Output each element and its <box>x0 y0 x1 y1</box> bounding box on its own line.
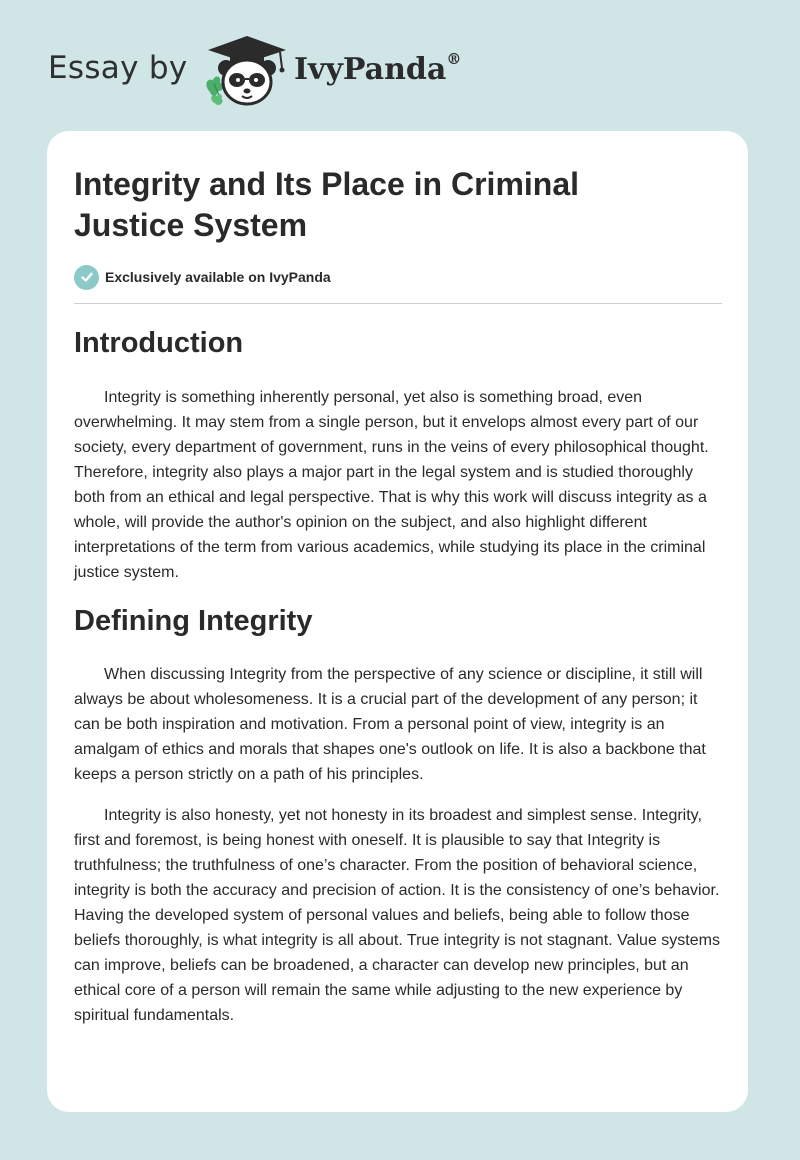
section-heading-introduction: Introduction <box>74 327 244 359</box>
brand-name[interactable] <box>294 52 461 87</box>
exclusive-badge <box>74 264 331 290</box>
paragraph: Integrity is something inherently personal, yet also is something broad, even overwhelming. It may stem from a single person, but it envelops almost every part of our society, every department of government, runs in the veins of every philosophical thought. Therefore, integrity also plays a major part in the legal system and is studied thoroughly both from an ethical and legal perspective. That is why this work will discuss integrity as a whole, will provide the author's opinion on the subject, and also highlight different interpretations of the term from various academics, while studying its place in the criminal justice system. <box>74 389 709 581</box>
badge-label: Exclusively available on IvyPanda <box>105 269 331 285</box>
title-divider <box>74 303 722 304</box>
essay-by-label: Essay by <box>48 50 188 86</box>
panda-logo-icon[interactable] <box>200 30 294 110</box>
paragraph: Integrity is also honesty, yet not honesty in its broadest and simplest sense. Integrity, first and foremost, is being honest with oneself. It is plausible to say that Integrity is truthfulness; the truthfulness of one’s character. From the position of behavioral science, integrity is both the accuracy and precision of action. It is the consistency of one’s behavior. Having the developed system of personal values and beliefs, being able to follow those beliefs thoroughly, is what integrity is all about. True integrity is not stagnant. Value systems can improve, beliefs can be broadened, a character can develop new principles, but an ethical core of a person will remain the same while adjusting to the new experience by spiritual fundamentals. <box>74 807 720 1024</box>
brand-text: IvyPanda <box>294 52 447 87</box>
section-heading-defining-integrity: Defining Integrity <box>74 605 313 637</box>
site-header <box>48 28 568 114</box>
registered-mark: ® <box>446 50 462 68</box>
check-circle-icon <box>74 265 99 290</box>
essay-card <box>47 131 748 1112</box>
paragraph: When discussing Integrity from the perspective of any science or discipline, it still will always be about wholesomeness. It is a crucial part of the development of any person; it can be both inspiration and motivation. From a personal point of view, integrity is an amalgam of ethics and morals that shapes one's outlook on life. It is also a backbone that keeps a person strictly on a path of his principles. <box>74 666 706 783</box>
essay-title: Integrity and Its Place in Criminal Justice System <box>74 166 580 243</box>
